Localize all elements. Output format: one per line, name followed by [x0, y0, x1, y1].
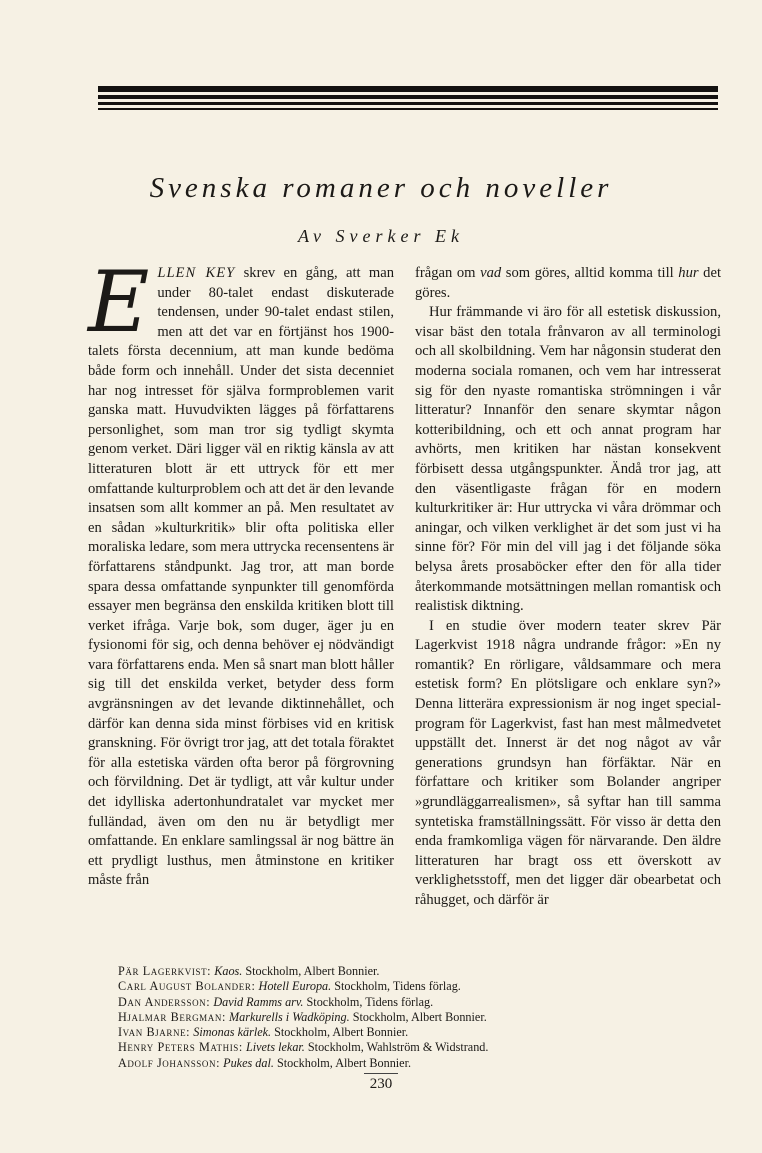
page-number: 230: [369, 1076, 393, 1092]
article-title: Svenska romaner och noveller: [149, 172, 613, 204]
bibliography: [118, 964, 678, 1071]
bibliography-entry: Adolf Johansson: Pukes dal. Stockholm, Albert Bonnier.: [118, 1055, 412, 1070]
drop-cap: E: [88, 253, 150, 351]
bibliography-entry: Pär Lagerkvist: Kaos. Stockholm, Albert Bonnier.: [118, 964, 380, 978]
left-body: skrev en gång, att man under 80-talet endast diskuterade tendensen, under 90-talet endast stilen, men att det var en förtjänst hos 1900-talets första decennium, att man kunde bedöma både form och innehåll. Under det sista decenniet har nog intresset för själva formproblemen varit ganska matt. Huvudvikten lägges på författarens personlighet, som man tror sig tydligt skymta genom verket. Däri ligger väl en riktig känsla av att litteraturen blott är ett uttryck för ett mer omfattande kulturproblem och att det är den levande insatsen som allt kommer an på. Men resultatet av en sådan »kulturkritik» blir ofta politiska eller moraliska ledare, som mera uttrycka recensentens är författarens ståndpunkt. Jag tror, att man borde spara dessa omfattande synpunkter till genomförda essayer men begränsa den enskilda kritiken blott till verket ifråga. Varje bok, som duger, äger ju en fysionomi för sig, och denna behöver ej nödvändigt vara författarens enda. Men så snart man blott håller sig till det enskilda verket, betyder dess form avgränsningen av det levande diktinnehållet, och därför kan denna sida minst förbises vid en kritisk granskning. För övrigt tror jag, att det totala föraktet för alla estetiska värden ofta beror på förgrovning och förvildning. Det är tydligt, att vår kultur under det idylliska adertonhundratalet var mycket mer fulländad, även om den nu är betydligt mer omfattande. En enklare samlingssal är nog bättre än ett prydligt lusthus, men åtminstone en kritiker måste från: [88, 265, 394, 889]
emph-vad: vad: [480, 265, 502, 281]
left-column-text: [88, 253, 394, 891]
bibliography-entry: Ivan Bjarne: Simonas kärlek. Stockholm, Albert Bonnier.: [118, 1025, 409, 1040]
right-column: [415, 264, 721, 911]
header-rules: [98, 86, 718, 110]
right-paragraph-1: frågan om vad som göres, alltid komma till hur det göres.: [415, 265, 721, 301]
byline: Av Sverker Ek: [298, 226, 464, 246]
page-number-rule: [364, 1073, 398, 1074]
bibliography-entry: Dan Andersson: David Ramms arv. Stockholm, Tidens förlag.: [118, 994, 434, 1009]
right-paragraph-2: Hur främmande vi äro för all estetisk diskussion, visar bäst den totala frånvaron av all terminologi och all skolbildning. Vem har någonsin studerat den moderna sociala romanen, och vem har intresserat sig för den nyaste romantiska strömningen i vår litteratur? Innanför den senare skymtar någon kotteribildning, och ett och annat program har avhörts, men kritiken har nästan konsekvent förbisett dessa utgångspunkter. Ändå tror jag, att den väsentligaste frågan för en modern kulturkritiker är: Hur uttrycka vi våra drömmar och aningar, och vilken verklighet är det som just vi ha sinne för? För min del vill jag i det följande söka belysa årets prosaböcker efter den för alla tider återkommande motsättningen mellan romantisk och realistisk diktning.: [415, 304, 721, 615]
lead-words: LLEN KEY: [157, 265, 236, 281]
emph-hur: hur: [678, 265, 699, 281]
left-column: [88, 253, 394, 891]
bibliography-entry: Hjalmar Bergman: Markurells i Wadköping. Stockholm, Albert Bonnier.: [118, 1009, 487, 1024]
bibliography-entry: Henry Peters Mathis: Livets lekar. Stockholm, Wahlström & Widstrand.: [118, 1040, 489, 1055]
right-paragraph-3: I en studie över modern teater skrev Pär Lagerkvist 1918 några undrande frågor: »En ny romantik? En rörligare, våldsammare och mera estetisk form? En plötsligare och enklare syn?» Denna litterära expressionism är nog inget specialprogram för Lagerkvist, fast han mest målmedvetet uppställt det. Innerst är det nog något av vår generations grundsyn han förfäktar. När en författare och kritiker som Bolander angriper »grundläggarrealismen», så syftar han till samma syntetiska framställningssätt. För visso är detta den enda framkomliga vägen för närvarande. Den äldre litteraturen har bragt oss ett överskott av verklighetsstoff, men det ligger där obearbetat och råhugget, och därför är: [415, 617, 721, 908]
bibliography-entry: Carl August Bolander: Hotell Europa. Stockholm, Tidens förlag.: [118, 979, 461, 994]
